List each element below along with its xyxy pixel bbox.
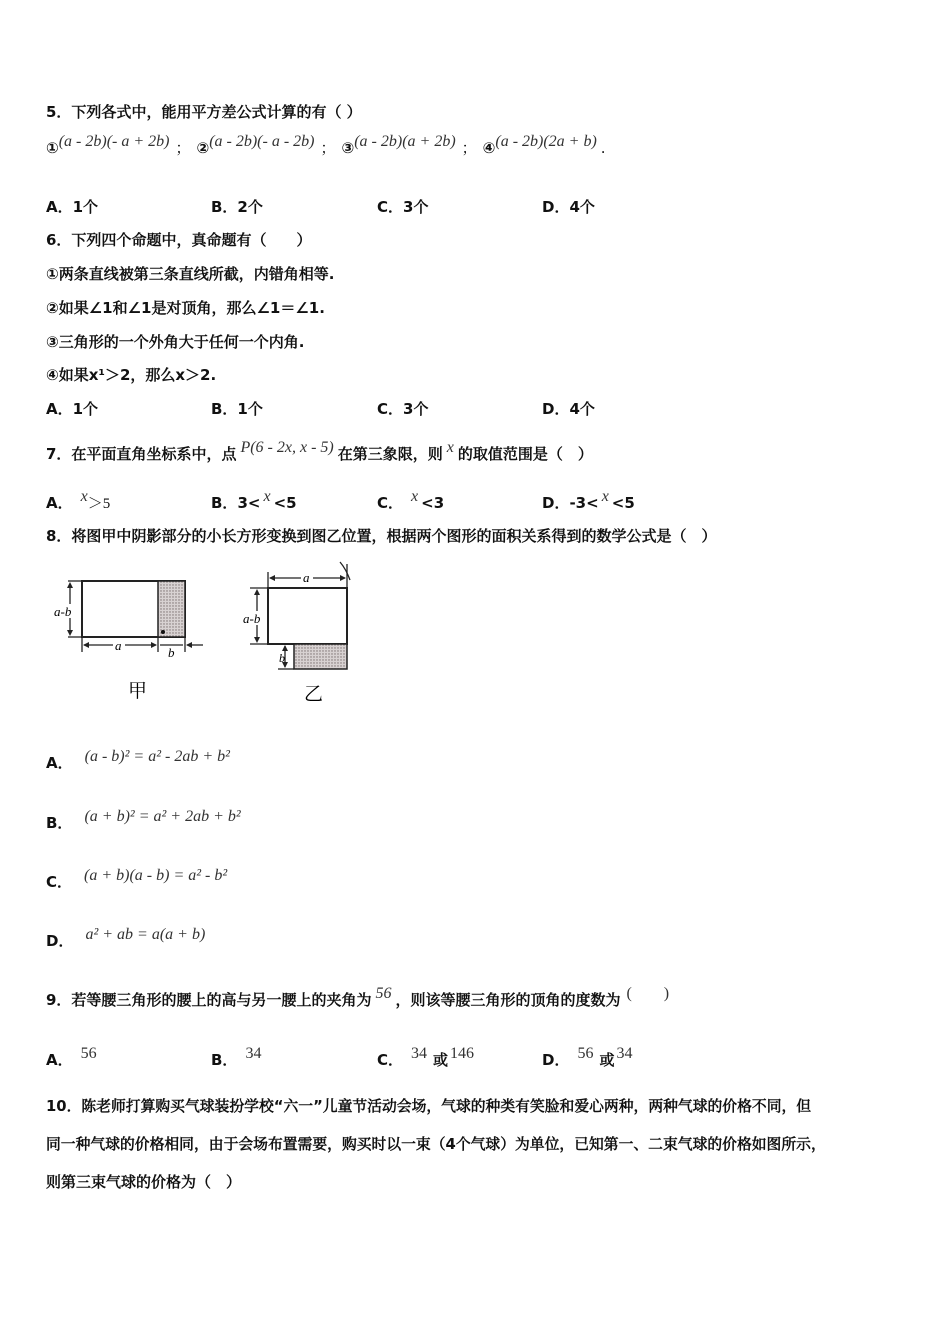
- q7-option-a-label: A．: [46, 494, 73, 512]
- q8-option-c-expr: (a + b)(a - b) = a² - b²: [84, 867, 228, 884]
- q6-stem: 6．下列四个命题中，真命题有（ ）: [46, 231, 312, 249]
- q7-option-d-x: x: [601, 488, 609, 505]
- q5-item-1-mark: ①: [46, 139, 59, 157]
- q9-option-a: [46, 1045, 97, 1070]
- q5-item-1-expr: (a - 2b)(- a + 2b): [58, 133, 170, 150]
- q8-option-b-label: B．: [46, 814, 73, 832]
- q8-option-a-expr: (a - b)² = a² - 2ab + b²: [84, 748, 230, 765]
- q7-stem-c: 的取值范围是（ ）: [457, 445, 593, 463]
- q9-option-c-v2: 146: [450, 1045, 475, 1062]
- q9-option-d-label: D．: [542, 1051, 570, 1069]
- q5-option-a: A．1个: [46, 198, 99, 216]
- q9-option-c-label: C．: [377, 1051, 404, 1069]
- q5-sep-2: ；: [320, 139, 336, 157]
- q6-option-b: B．1个: [211, 400, 263, 418]
- q7-option-d-label: D．: [542, 494, 570, 512]
- q8-option-b-expr: (a + b)² = a² + 2ab + b²: [84, 808, 241, 825]
- q7-option-b: [211, 488, 297, 513]
- jia-bottom-a-label: a: [115, 638, 122, 653]
- q7-option-c-label: C．: [377, 494, 404, 512]
- q10-line-3: 则第三束气球的价格为（ ）: [46, 1173, 242, 1191]
- q10-line-1: 10．陈老师打算购买气球装扮学校“六一”儿童节活动会场，气球的种类有笑脸和爱心两种，两种气球的价格不同，但: [46, 1098, 812, 1115]
- q5-option-c: C．3个: [377, 198, 429, 216]
- q9-option-a-label: A．: [46, 1051, 73, 1069]
- q5-stem: 5．下列各式中，能用平方差公式计算的有（ ）: [46, 103, 362, 121]
- q7-stem: [46, 439, 593, 465]
- q8-option-d-expr: a² + ab = a(a + b): [85, 926, 206, 943]
- q9-option-b-label: B．: [211, 1051, 238, 1069]
- jia-shaded-strip: [158, 581, 185, 637]
- yi-side-label: a-b: [243, 611, 261, 626]
- q7-option-b-post: <5: [273, 494, 297, 512]
- q7-stem-b: 在第三象限，则: [337, 445, 443, 463]
- q7-option-a-post: ＞5: [87, 496, 111, 512]
- q9-option-b: [211, 1045, 262, 1070]
- q9-option-a-v1: 56: [80, 1045, 97, 1062]
- q6-prop-3: ③三角形的一个外角大于任何一个内角.: [46, 333, 305, 351]
- q7-option-d: [542, 488, 635, 513]
- q8-option-b: [46, 808, 241, 833]
- q9-option-b-v1: 34: [245, 1045, 262, 1062]
- q7-var: x: [446, 439, 454, 456]
- q6-option-c: C．3个: [377, 400, 429, 418]
- q6-prop-2: ②如果∠1和∠1是对顶角，那么∠1＝∠1.: [46, 299, 325, 317]
- q5-item-2-mark: ②: [196, 139, 210, 157]
- q9-angle: 56: [375, 985, 392, 1002]
- q5-item-4-expr: (a - 2b)(2a + b): [495, 133, 597, 150]
- q9-option-d: [542, 1045, 633, 1070]
- q6-prop-4: ④如果x¹＞2，那么x＞2.: [46, 366, 217, 384]
- q5-option-b: B．2个: [211, 198, 263, 216]
- figure-yi: [242, 562, 350, 705]
- q7-option-b-label: B．: [211, 494, 238, 512]
- q8-option-a: [46, 748, 230, 773]
- q6-option-d: D．4个: [542, 400, 595, 418]
- yi-shaded-strip: [294, 644, 347, 669]
- q7-option-d-pre: -3<: [569, 494, 599, 512]
- jia-caption: 甲: [128, 680, 148, 702]
- q7-option-b-x: x: [263, 488, 271, 505]
- q8-option-d-label: D．: [46, 932, 74, 950]
- q7-option-a: [46, 488, 111, 513]
- q5-item-3-expr: (a - 2b)(a + 2b): [354, 133, 456, 150]
- q5-sep-3: ；: [461, 139, 477, 157]
- q9-paren: ( ): [626, 985, 670, 1002]
- q8-option-c: [46, 867, 228, 892]
- yi-top-a-label: a: [303, 570, 310, 585]
- q9-option-c: [377, 1045, 475, 1070]
- q7-option-d-post: <5: [611, 494, 635, 512]
- jia-bottom-b-label: b: [168, 645, 175, 660]
- q9-option-c-or: 或: [433, 1051, 449, 1069]
- q7-stem-a: 7．在平面直角坐标系中，点: [46, 445, 237, 463]
- q9-option-d-v2: 34: [616, 1045, 633, 1062]
- figure-jia: [53, 581, 203, 702]
- q7-option-a-x: x: [80, 488, 88, 505]
- q5-option-d: D．4个: [542, 198, 595, 216]
- q5-item-4-mark: ④: [482, 139, 496, 157]
- q8-option-c-label: C．: [46, 873, 73, 891]
- q7-option-c: [377, 488, 445, 513]
- yi-small-b-label: b: [279, 651, 285, 665]
- q5-item-2-expr: (a - 2b)(- a - 2b): [209, 133, 315, 150]
- jia-side-label: a-b: [54, 604, 72, 619]
- q7-option-b-pre: 3<: [237, 494, 261, 512]
- q7-option-c-x: x: [411, 488, 419, 505]
- q9-option-d-or: 或: [599, 1051, 615, 1069]
- q9-stem-b: ，则该等腰三角形的顶角的度数为: [395, 991, 621, 1009]
- q8-stem: 8．将图甲中阴影部分的小长方形变换到图乙位置，根据两个图形的面积关系得到的数学公式是（ ）: [46, 527, 717, 545]
- q8-figure: [40, 560, 380, 720]
- q8-option-d: [46, 926, 206, 951]
- yi-caption: 乙: [304, 683, 324, 705]
- q9-option-c-v1: 34: [411, 1045, 428, 1062]
- q5-sep-1: ；: [175, 139, 191, 157]
- yi-rect: [268, 588, 347, 644]
- q6-prop-1: ①两条直线被第三条直线所截，内错角相等.: [46, 265, 335, 283]
- q6-option-a: A．1个: [46, 400, 99, 418]
- q5-items: [46, 133, 606, 159]
- q7-option-c-post: <3: [421, 494, 445, 512]
- q5-item-3-mark: ③: [341, 139, 355, 157]
- q9-stem: [46, 985, 670, 1011]
- q8-option-a-label: A．: [46, 754, 73, 772]
- q9-stem-a: 9．若等腰三角形的腰上的高与另一腰上的夹角为: [46, 991, 372, 1009]
- q10-line-2: 同一种气球的价格相同，由于会场布置需要，购买时以一束（4个气球）为单位，已知第一、二束气球的价格如图所示，: [46, 1136, 826, 1153]
- q9-option-d-v1: 56: [577, 1045, 594, 1062]
- q5-sep-4: .: [600, 139, 606, 157]
- q7-point: P(6 - 2x, x - 5): [240, 439, 334, 456]
